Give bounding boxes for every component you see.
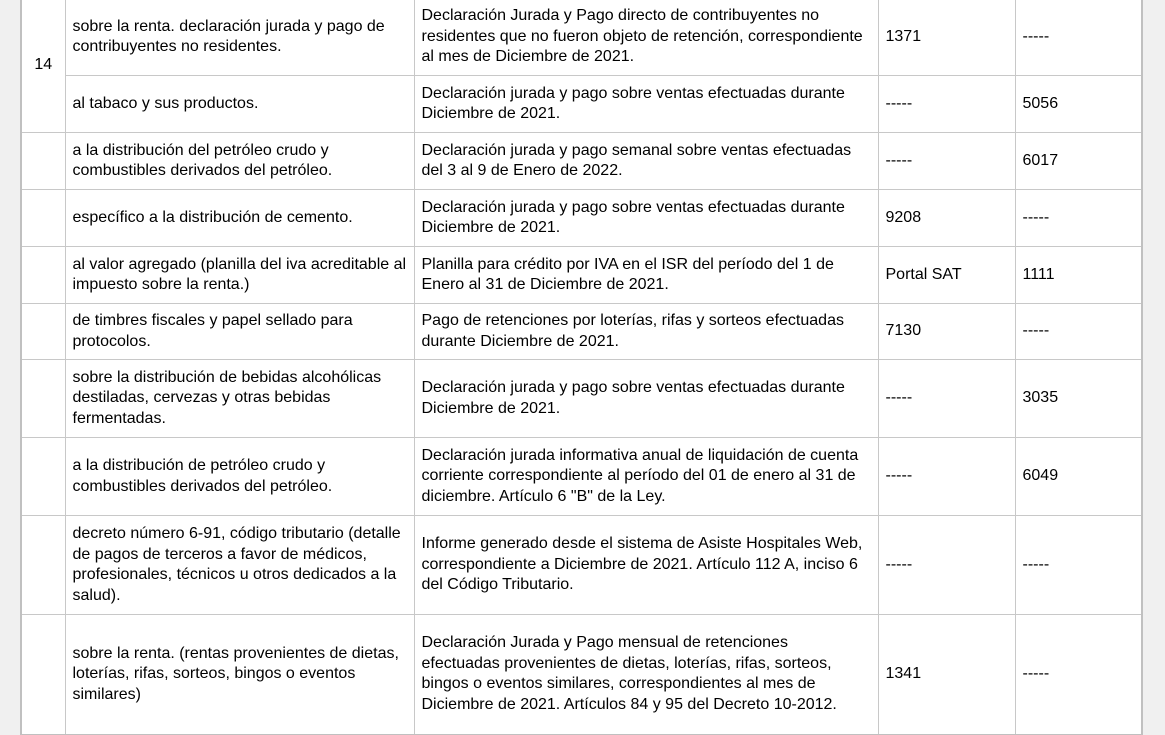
code-cell: ----- — [1015, 516, 1142, 615]
form-number-cell: 7130 — [878, 304, 1015, 360]
group-number-cell-empty — [21, 190, 65, 247]
code-cell: 3035 — [1015, 360, 1142, 438]
tax-name-cell: sobre la renta. declaración jurada y pago de contribuyentes no residentes. — [65, 0, 414, 76]
table-row — [21, 190, 1142, 247]
tax-name-cell: sobre la distribución de bebidas alcohólicas destiladas, cervezas y otras bebidas fermentadas. — [65, 360, 414, 438]
form-number-cell: ----- — [878, 438, 1015, 516]
table-row — [21, 76, 1142, 133]
code-cell: 1111 — [1015, 247, 1142, 304]
code-cell: ----- — [1015, 304, 1142, 360]
table-row — [21, 133, 1142, 190]
tax-description-cell: Informe generado desde el sistema de Asiste Hospitales Web, correspondiente a Diciembre de 2021. Artículo 112 A, inciso 6 del Código Tributario. — [414, 516, 878, 615]
tax-obligations-table — [20, 0, 1143, 735]
form-number-cell: 1341 — [878, 615, 1015, 735]
group-number-cell-empty — [21, 615, 65, 735]
tax-description-cell: Declaración jurada informativa anual de liquidación de cuenta corriente correspondiente al período del 01 de enero al 31 de diciembre. Artículo 6 "B" de la Ley. — [414, 438, 878, 516]
group-number-cell-empty — [21, 516, 65, 615]
group-number-cell-empty — [21, 360, 65, 438]
tax-name-cell: de timbres fiscales y papel sellado para protocolos. — [65, 304, 414, 360]
tax-description-cell: Declaración jurada y pago sobre ventas efectuadas durante Diciembre de 2021. — [414, 76, 878, 133]
tax-description-cell: Pago de retenciones por loterías, rifas y sorteos efectuadas durante Diciembre de 2021. — [414, 304, 878, 360]
tax-description-cell: Planilla para crédito por IVA en el ISR del período del 1 de Enero al 31 de Diciembre de 2021. — [414, 247, 878, 304]
code-cell: ----- — [1015, 0, 1142, 76]
tax-name-cell: específico a la distribución de cemento. — [65, 190, 414, 247]
code-cell: 5056 — [1015, 76, 1142, 133]
form-number-cell: ----- — [878, 133, 1015, 190]
form-number-cell: 9208 — [878, 190, 1015, 247]
tax-description-cell: Declaración jurada y pago semanal sobre ventas efectuadas del 3 al 9 de Enero de 2022. — [414, 133, 878, 190]
tax-description-cell: Declaración Jurada y Pago mensual de retenciones efectuadas provenientes de dietas, loterías, rifas, sorteos, bingos o eventos similares, correspondientes al mes de Diciembre de 2021. Artículos 84 y 95 del Decreto 10-2012. — [414, 615, 878, 735]
tax-name-cell: al tabaco y sus productos. — [65, 76, 414, 133]
tax-description-cell: Declaración jurada y pago sobre ventas efectuadas durante Diciembre de 2021. — [414, 190, 878, 247]
code-cell: 6049 — [1015, 438, 1142, 516]
tax-description-cell: Declaración jurada y pago sobre ventas efectuadas durante Diciembre de 2021. — [414, 360, 878, 438]
table-body — [21, 0, 1142, 735]
tax-description-cell: Declaración Jurada y Pago directo de contribuyentes no residentes que no fueron objeto de retención, correspondiente al mes de Diciembre de 2021. — [414, 0, 878, 76]
tax-name-cell: sobre la renta. (rentas provenientes de dietas, loterías, rifas, sorteos, bingos o eventos similares) — [65, 615, 414, 735]
form-number-cell: ----- — [878, 76, 1015, 133]
tax-name-cell: a la distribución de petróleo crudo y combustibles derivados del petróleo. — [65, 438, 414, 516]
table-row — [21, 304, 1142, 360]
tax-name-cell: al valor agregado (planilla del iva acreditable al impuesto sobre la renta.) — [65, 247, 414, 304]
table-row — [21, 615, 1142, 735]
form-number-cell: 1371 — [878, 0, 1015, 76]
table-row — [21, 247, 1142, 304]
form-number-cell: ----- — [878, 360, 1015, 438]
code-cell: ----- — [1015, 615, 1142, 735]
table-row — [21, 516, 1142, 615]
group-number-cell-empty — [21, 438, 65, 516]
form-number-cell: Portal SAT — [878, 247, 1015, 304]
table-row — [21, 360, 1142, 438]
code-cell: ----- — [1015, 190, 1142, 247]
group-number-cell: 14 — [21, 0, 65, 133]
code-cell: 6017 — [1015, 133, 1142, 190]
table-row — [21, 0, 1142, 76]
tax-name-cell: decreto número 6-91, código tributario (detalle de pagos de terceros a favor de médicos, profesionales, técnicos u otros dedicados a la salud). — [65, 516, 414, 615]
group-number-cell-empty — [21, 133, 65, 190]
form-number-cell: ----- — [878, 516, 1015, 615]
group-number-cell-empty — [21, 304, 65, 360]
group-number-cell-empty — [21, 247, 65, 304]
table-row — [21, 438, 1142, 516]
tax-name-cell: a la distribución del petróleo crudo y combustibles derivados del petróleo. — [65, 133, 414, 190]
